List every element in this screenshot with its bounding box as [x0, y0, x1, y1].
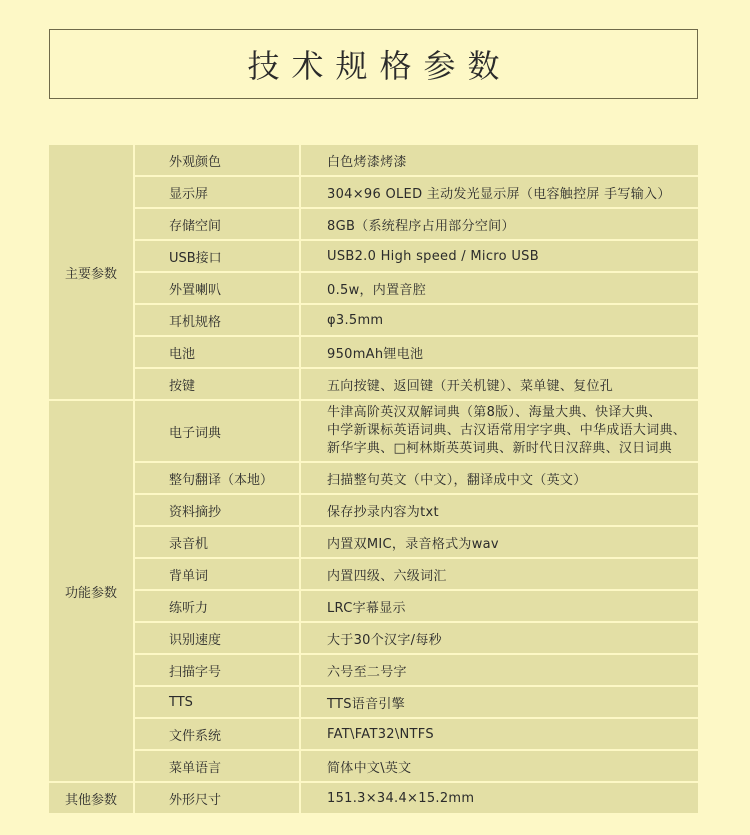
- spec-value: 大于30个汉字/每秒: [301, 623, 698, 655]
- table-row: [49, 591, 698, 623]
- spec-value: 950mAh锂电池: [301, 337, 698, 369]
- spec-value: FAT\FAT32\NTFS: [301, 719, 698, 751]
- title-banner: [49, 29, 698, 99]
- spec-key: 显示屏: [135, 177, 301, 209]
- spec-key: 外观颜色: [135, 145, 301, 177]
- table-row: [49, 241, 698, 273]
- table-row: [49, 401, 698, 463]
- spec-value: 六号至二号字: [301, 655, 698, 687]
- spec-value: USB2.0 High speed / Micro USB: [301, 241, 698, 273]
- table-row: [49, 527, 698, 559]
- spec-key: 外置喇叭: [135, 273, 301, 305]
- spec-key: 电池: [135, 337, 301, 369]
- spec-value: 内置四级、六级词汇: [301, 559, 698, 591]
- spec-key: 电子词典: [135, 401, 301, 463]
- table-row: [49, 463, 698, 495]
- spec-key: 练听力: [135, 591, 301, 623]
- spec-value: 简体中文\英文: [301, 751, 698, 783]
- spec-value: φ3.5mm: [301, 305, 698, 337]
- spec-value: 保存抄录内容为txt: [301, 495, 698, 527]
- spec-value: 内置双MIC，录音格式为wav: [301, 527, 698, 559]
- spec-value: 五向按键、返回键（开关机键）、菜单键、复位孔: [301, 369, 698, 401]
- spec-value: 8GB（系统程序占用部分空间）: [301, 209, 698, 241]
- group-label-other: 其他参数: [49, 783, 135, 815]
- spec-value: TTS语音引擎: [301, 687, 698, 719]
- spec-value: 牛津高阶英汉双解词典（第8版）、海量大典、快译大典、 中学新课标英语词典、古汉语常用字字典、中华成语大词典、 新华字典、□柯林斯英英词典、新时代日汉辞典、汉日词典: [301, 401, 698, 463]
- table-row: [49, 623, 698, 655]
- spec-key: 存储空间: [135, 209, 301, 241]
- group-label-function: 功能参数: [49, 401, 135, 783]
- table-row: [49, 369, 698, 401]
- spec-key: 按键: [135, 369, 301, 401]
- spec-key: 整句翻译（本地）: [135, 463, 301, 495]
- table-row: [49, 145, 698, 177]
- spec-key: 资料摘抄: [135, 495, 301, 527]
- spec-key: 文件系统: [135, 719, 301, 751]
- table-row: [49, 273, 698, 305]
- spec-key: 耳机规格: [135, 305, 301, 337]
- page-title: 技术规格参数: [247, 47, 512, 85]
- spec-key: 菜单语言: [135, 751, 301, 783]
- spec-table: [49, 145, 698, 815]
- spec-value: 扫描整句英文（中文），翻译成中文（英文）: [301, 463, 698, 495]
- table-row: [49, 687, 698, 719]
- table-row: [49, 209, 698, 241]
- group-label-main: 主要参数: [49, 145, 135, 401]
- table-row: [49, 751, 698, 783]
- spec-value: 304×96 OLED 主动发光显示屏（电容触控屏 手写输入）: [301, 177, 698, 209]
- spec-value: 151.3×34.4×15.2mm: [301, 783, 698, 815]
- table-row: [49, 655, 698, 687]
- spec-key: USB接口: [135, 241, 301, 273]
- table-row: [49, 305, 698, 337]
- table-row: [49, 337, 698, 369]
- spec-key: 扫描字号: [135, 655, 301, 687]
- spec-value: 0.5w，内置音腔: [301, 273, 698, 305]
- spec-key: TTS: [135, 687, 301, 719]
- table-row: [49, 177, 698, 209]
- table-row: [49, 719, 698, 751]
- spec-value: 白色烤漆烤漆: [301, 145, 698, 177]
- spec-key: 识别速度: [135, 623, 301, 655]
- spec-value: LRC字幕显示: [301, 591, 698, 623]
- table-row: [49, 783, 698, 815]
- spec-key: 背单词: [135, 559, 301, 591]
- spec-key: 录音机: [135, 527, 301, 559]
- table-row: [49, 495, 698, 527]
- table-row: [49, 559, 698, 591]
- spec-key: 外形尺寸: [135, 783, 301, 815]
